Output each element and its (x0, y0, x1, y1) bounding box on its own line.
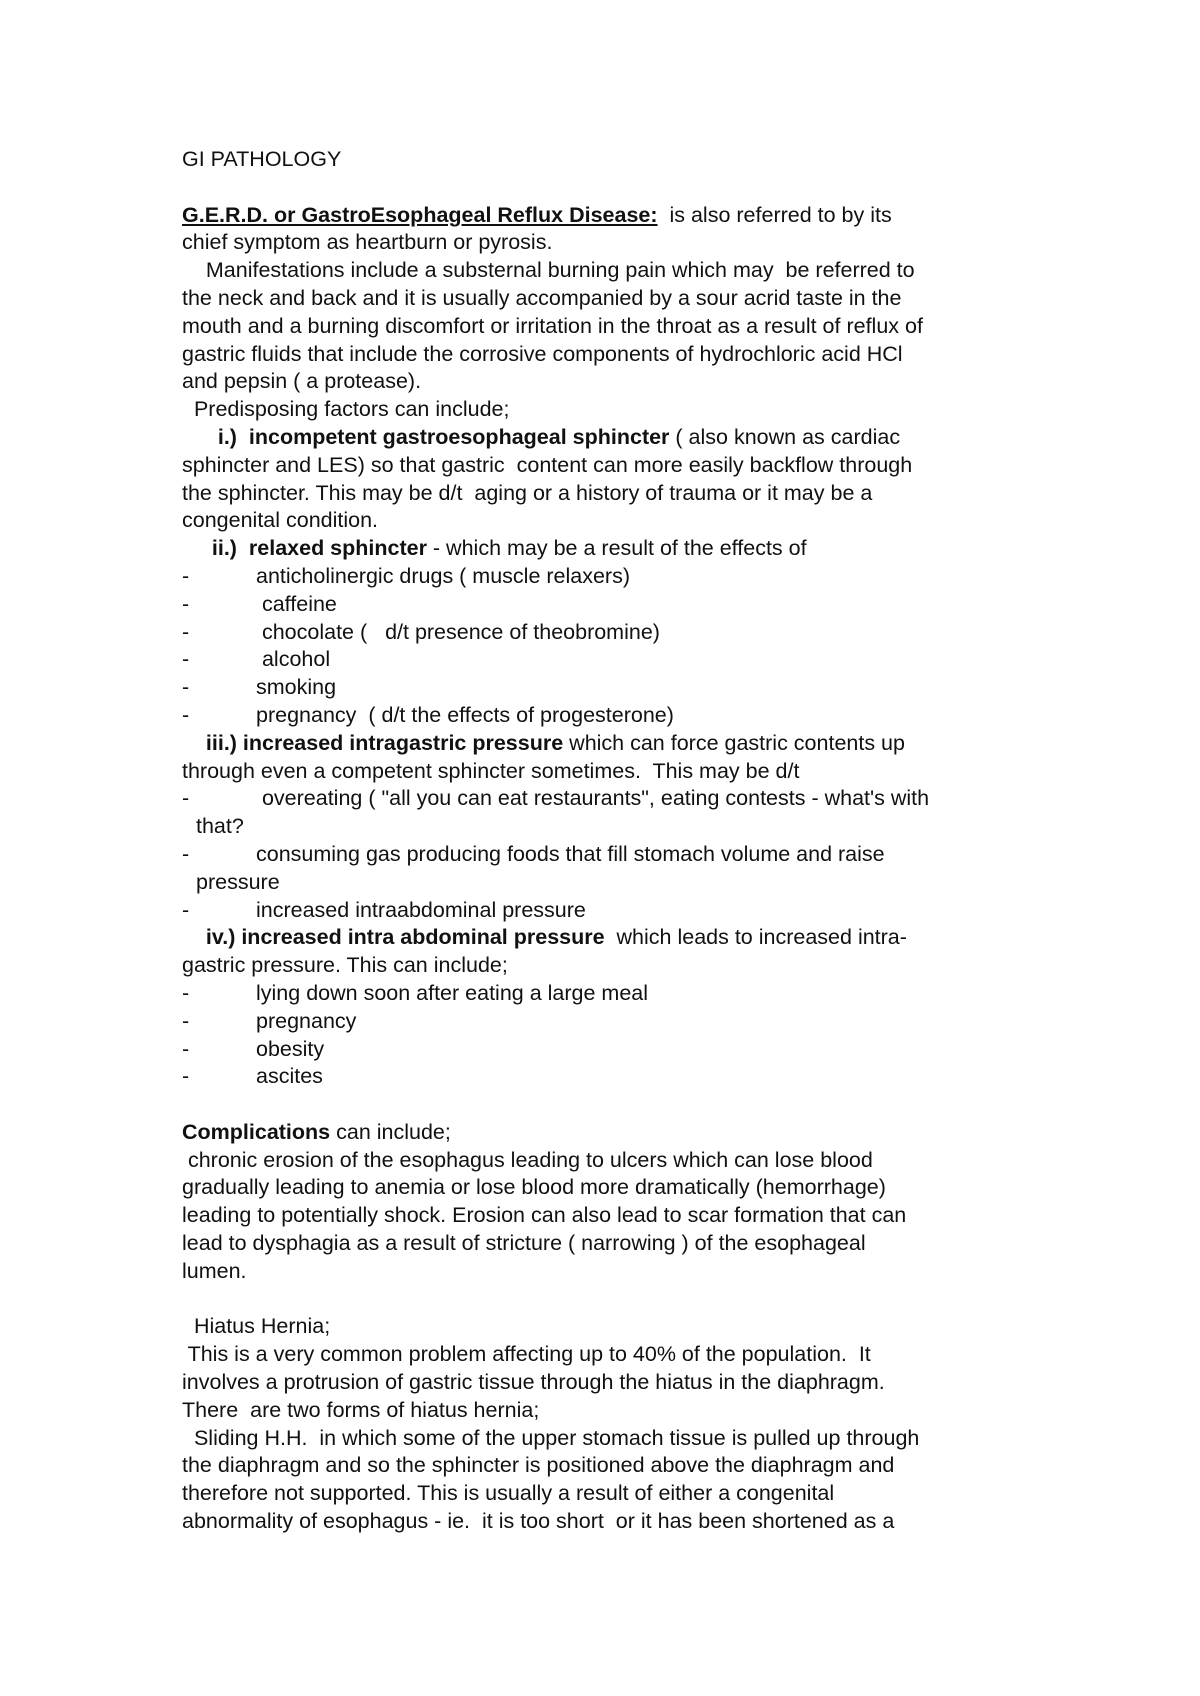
dash-bullet: - (182, 1064, 190, 1089)
dash-bullet: - (182, 591, 190, 616)
list-item: - overeating ( "all you can eat restaurants", eating contests - what's with (182, 785, 1062, 813)
dash-bullet: - (182, 619, 190, 644)
list-item: - alcohol (182, 646, 1062, 674)
text-line: sphincter and LES) so that gastric content can more easily backflow through (182, 452, 913, 477)
dash-bullet: - (182, 841, 190, 866)
text-line: gastric fluids that include the corrosive components of hydrochloric acid HCl (182, 341, 903, 366)
list-item: - lying down soon after eating a large meal (182, 980, 1062, 1008)
list-item: - consuming gas producing foods that fill stomach volume and raise (182, 841, 1062, 869)
dash-bullet: - (182, 675, 190, 700)
blank-line (182, 1286, 1062, 1314)
dash-bullet: - (182, 563, 190, 588)
text-line: This is a very common problem affecting up to 40% of the population. It (182, 1342, 871, 1367)
document-page (182, 146, 1062, 1536)
list-item: - obesity (182, 1036, 1062, 1064)
list-item: - increased intraabdominal pressure (182, 897, 1062, 925)
list-item: - chocolate ( d/t presence of theobromine) (182, 619, 1062, 647)
text-line: Sliding H.H. in which some of the upper stomach tissue is pulled up through (182, 1425, 920, 1450)
text-line: gradually leading to anemia or lose blood more dramatically (hemorrhage) (182, 1175, 886, 1200)
dash-bullet: - (182, 980, 190, 1005)
dash-bullet: - (182, 1036, 190, 1061)
text-line: mouth and a burning discomfort or irritation in the throat as a result of reflux of (182, 313, 923, 338)
factor-2-line (182, 535, 1062, 563)
factor-4-label: iv.) increased intra abdominal pressure (182, 925, 605, 950)
text-line: and pepsin ( a protease). (182, 369, 422, 394)
blank-line (182, 174, 1062, 202)
factor-3-label: iii.) increased intragastric pressure (182, 730, 564, 755)
text-line: Predisposing factors can include; (182, 397, 510, 422)
list-item: - anticholinergic drugs ( muscle relaxers) (182, 563, 1062, 591)
text-line: the diaphragm and so the sphincter is positioned above the diaphragm and (182, 1453, 895, 1478)
text-line: chief symptom as heartburn or pyrosis. (182, 230, 553, 255)
text-line: chronic erosion of the esophagus leading to ulcers which can lose blood (182, 1147, 873, 1172)
text-line: lumen. (182, 1258, 247, 1283)
list-item-continuation: pressure (196, 869, 280, 894)
text-line: leading to potentially shock. Erosion can also lead to scar formation that can (182, 1203, 907, 1228)
factor-1-label: i.) incompetent gastroesophageal sphincter (182, 424, 670, 449)
page-title: GI PATHOLOGY (182, 147, 342, 171)
dash-bullet: - (182, 702, 190, 727)
list-item: - pregnancy (182, 1008, 1062, 1036)
factor-4-rest: which leads to increased intra- (604, 925, 907, 950)
gerd-heading: G.E.R.D. or GastroEsophageal Reflux Disease: (182, 202, 658, 227)
text-line: Manifestations include a substernal burning pain which may be referred to (182, 258, 915, 283)
text-line: the sphincter. This may be d/t aging or a history of trauma or it may be a (182, 480, 873, 505)
dash-bullet: - (182, 1008, 190, 1033)
text-line: congenital condition. (182, 508, 379, 533)
complications-heading-line (182, 1119, 1062, 1147)
list-item-continuation: that? (196, 814, 244, 839)
factor-2-label: ii.) relaxed sphincter (182, 536, 427, 561)
text-line: gastric pressure. This can include; (182, 953, 508, 978)
dash-bullet: - (182, 786, 190, 811)
factor-4-line (182, 924, 1062, 952)
list-item: - caffeine (182, 591, 1062, 619)
text-line: abnormality of esophagus - ie. it is too short or it has been shortened as a (182, 1509, 895, 1534)
factor-2-rest: - which may be a result of the effects of (426, 536, 807, 561)
factor-1-rest: ( also known as cardiac (669, 424, 901, 449)
gerd-heading-line (182, 202, 1062, 230)
factor-1-line (182, 424, 1062, 452)
text-line: involves a protrusion of gastric tissue through the hiatus in the diaphragm. (182, 1370, 885, 1395)
factor-3-rest: which can force gastric contents up (563, 730, 905, 755)
complications-heading-rest: can include; (330, 1119, 451, 1144)
text-line: lead to dysphagia as a result of stricture ( narrowing ) of the esophageal (182, 1231, 866, 1256)
complications-heading: Complications (182, 1119, 331, 1144)
text-line: the neck and back and it is usually accompanied by a sour acrid taste in the (182, 285, 902, 310)
factor-3-line (182, 730, 1062, 758)
text-line: There are two forms of hiatus hernia; (182, 1397, 540, 1422)
gerd-heading-rest: is also referred to by its (657, 202, 892, 227)
dash-bullet: - (182, 897, 190, 922)
text-line: therefore not supported. This is usually a result of either a congenital (182, 1481, 835, 1506)
blank-line (182, 1091, 1062, 1119)
list-item: - pregnancy ( d/t the effects of progesterone) (182, 702, 1062, 730)
text-line: through even a competent sphincter sometimes. This may be d/t (182, 758, 800, 783)
list-item: - smoking (182, 674, 1062, 702)
dash-bullet: - (182, 647, 190, 672)
hiatus-heading: Hiatus Hernia; (182, 1314, 331, 1339)
list-item: - ascites (182, 1063, 1062, 1091)
